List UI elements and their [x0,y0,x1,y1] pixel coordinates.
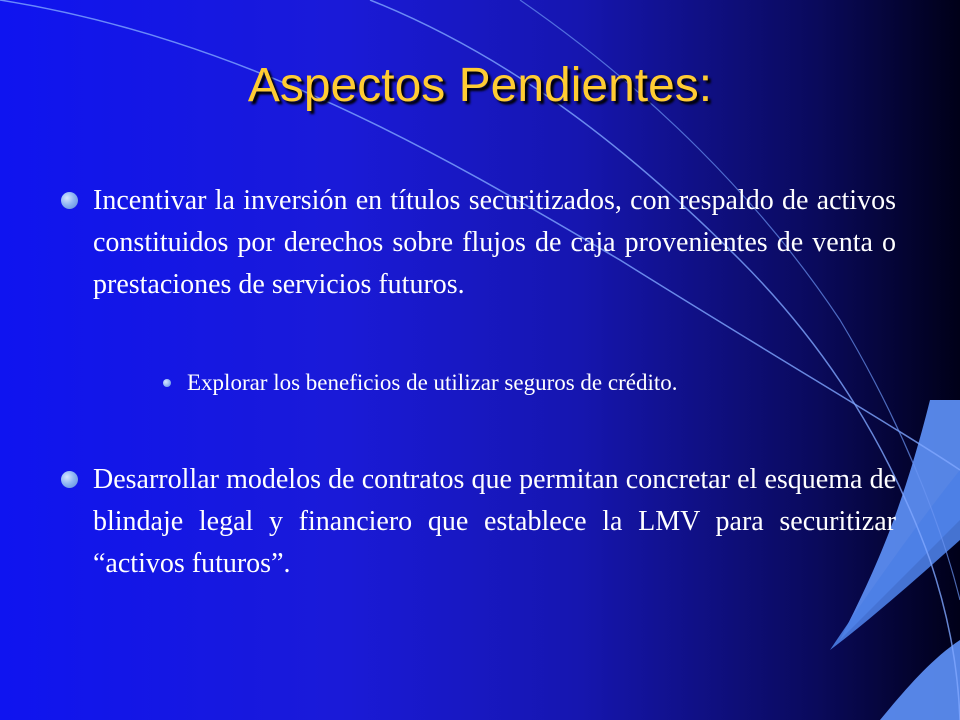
bullet-icon [61,192,78,209]
bullet-text: Desarrollar modelos de contratos que permitan concretar el esquema de blindaje legal y financiero que establece la LMV para securitizar “activos futuros”. [93,464,896,579]
slide-title: Aspectos Pendientes: [247,59,713,112]
bullet-text: Incentivar la inversión en títulos securitizados, con respaldo de activos constituidos por derechos sobre flujos de caja provenientes de venta o prestaciones de servicios futuros. [93,185,896,300]
sub-bullet-icon [163,379,171,387]
bullet-icon [61,471,78,488]
sub-bullet-text: Explorar los beneficios de utilizar seguros de crédito. [187,370,678,395]
